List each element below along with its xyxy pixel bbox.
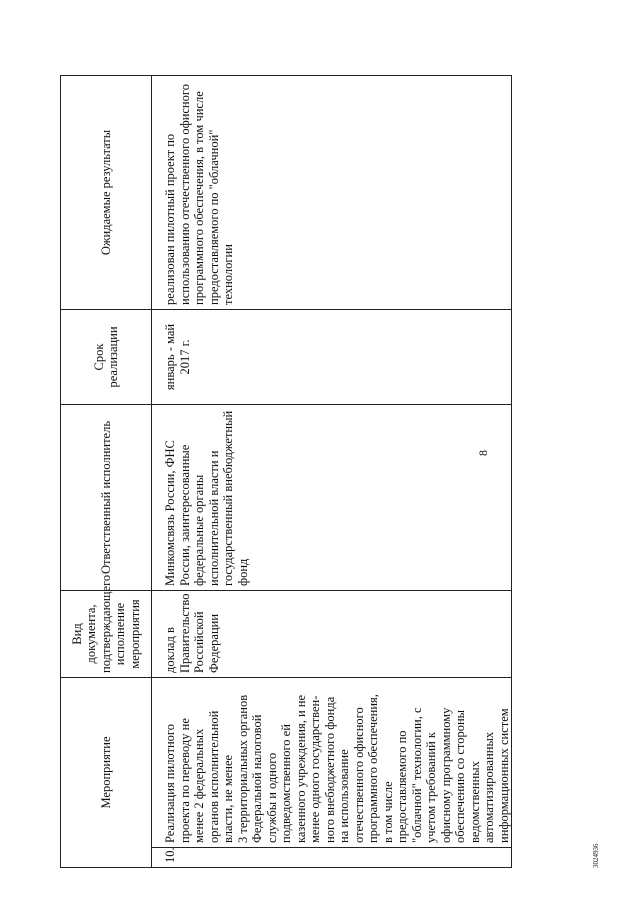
event-line: информационных систем — [496, 708, 511, 843]
table-row — [152, 75, 512, 867]
event-line: менее одного государствен- — [308, 695, 322, 843]
header-responsible: Ответственный исполнитель — [61, 404, 152, 590]
event-line: Федеральной налоговой — [250, 714, 264, 843]
event-line: службы и одного — [264, 752, 279, 843]
header-term: Срок реализации — [61, 309, 152, 404]
table-header-row — [61, 75, 152, 867]
event-line: предоставляемого по — [395, 730, 409, 843]
rotated-table-block — [60, 76, 511, 868]
row-responsible: Минкомсвязь России, ФНС России, заинтересованные федеральные органы исполнительной власти и государственный внебюджетный фонд — [152, 404, 512, 590]
event-line: "облачной" технологии, с — [409, 707, 424, 843]
event-line: органов исполнительной — [206, 710, 221, 843]
page-number: 8 — [476, 450, 490, 456]
measures-table — [60, 75, 512, 868]
event-line: проекта по переводу не — [177, 718, 192, 843]
event-line: обеспечению со стороны — [453, 709, 467, 843]
event-line: офисному программному — [438, 707, 453, 843]
event-line: Реализация пилотного — [163, 724, 177, 843]
event-line: в том числе — [380, 781, 395, 843]
event-line: на использование — [337, 749, 351, 843]
row-term: январь - май 2017 г. — [152, 309, 512, 404]
event-line: ного внебюджетного фонда — [322, 696, 337, 843]
event-line: программного обеспечения, — [366, 694, 380, 843]
row-doc-type: доклад в Правительство Российской Федерации — [152, 590, 512, 677]
header-doc-type: Вид документа, подтверждающего исполнение мероприятия — [61, 590, 152, 677]
event-line: учетом требований к — [424, 731, 438, 843]
event-line: менее 2 федеральных — [192, 728, 206, 843]
event-line: казенного учреждения, и не — [293, 694, 308, 843]
header-event: Мероприятие — [61, 677, 152, 867]
event-line: ведомственных — [467, 761, 482, 843]
row-number: 10. — [152, 848, 512, 868]
event-line: автоматизированных — [482, 731, 496, 843]
event-line: отечественного офисного — [351, 707, 366, 843]
row-results: реализован пилотный проект по использованию отечественного офисного программного обеспечения, в том числе предоставляемого по "облачной" технологии — [152, 75, 512, 309]
row-event — [152, 677, 512, 847]
event-line: 3 территориальных органов — [235, 694, 250, 843]
event-line: власти, не менее — [221, 754, 235, 843]
document-code: 3024936 — [592, 843, 600, 868]
header-results: Ожидаемые результаты — [61, 75, 152, 309]
event-line: подведомственного ей — [279, 724, 293, 843]
